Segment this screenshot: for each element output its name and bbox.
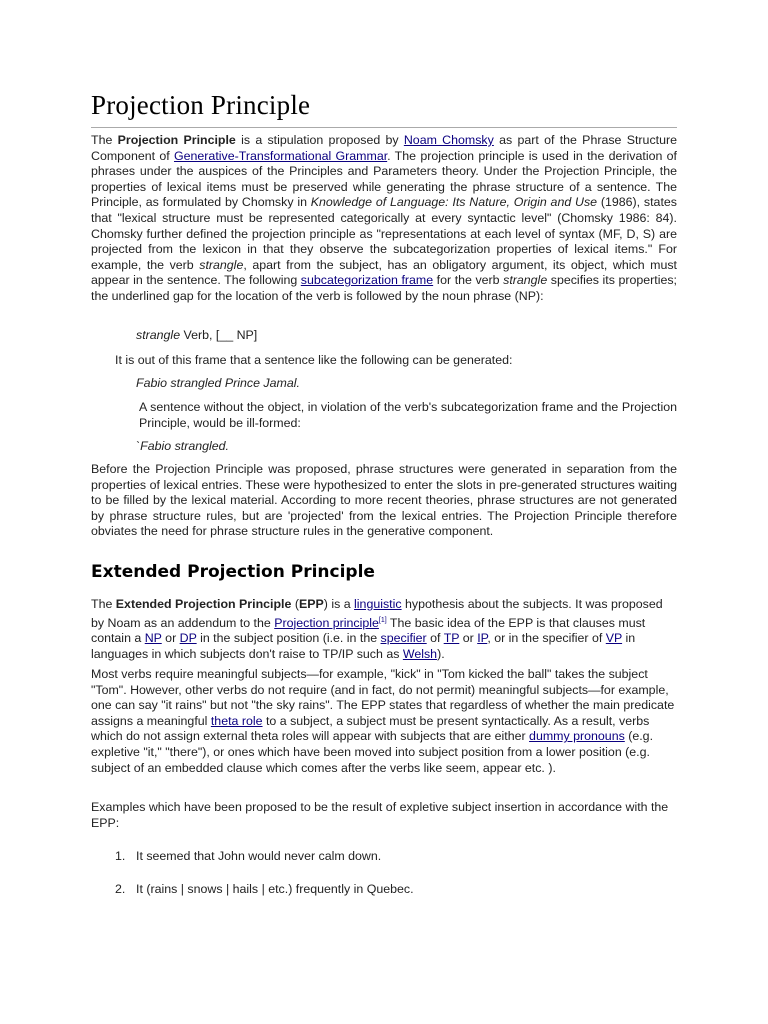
text-run: to a subject, a subject must be present syntactically. As a result, verbs which do not assign external theta roles will appear with subjects that are either	[91, 713, 650, 744]
link-welsh[interactable]: Welsh	[402, 646, 438, 661]
link-theta-role[interactable]: theta role	[210, 713, 263, 728]
text-run: as part of the Phrase Structure Component of	[91, 133, 677, 163]
text-run: , apart from the subject, has an obligatory argument, its object, which must appear in the sentence. The following	[91, 257, 677, 288]
link-generative-transformational-grammar[interactable]: Generative-Transformational Grammar	[173, 148, 388, 163]
link-dummy-pronouns[interactable]: dummy pronouns	[529, 729, 625, 744]
link-dp[interactable]: DP	[179, 631, 197, 646]
text-run: The	[91, 597, 116, 611]
link-linguistic[interactable]: linguistic	[354, 597, 402, 611]
link-np[interactable]: NP	[144, 631, 162, 646]
frame-paragraph: It is out of this frame that a sentence like the following can be generated:	[115, 353, 513, 367]
page-title: Projection Principle	[91, 90, 311, 120]
list-number: 1.	[115, 849, 126, 863]
book-title: Knowledge of Language: Its Nature, Origin and Use	[310, 195, 598, 210]
text-run: for the verb	[433, 273, 504, 288]
term-extended-projection-principle: Extended Projection Principle	[115, 597, 292, 611]
link-projection-principle[interactable]: Projection principle	[274, 615, 379, 630]
example-verb: strangle	[199, 257, 244, 272]
text-run: ).	[437, 646, 445, 661]
text-run: or	[161, 631, 180, 646]
title-divider	[91, 127, 677, 128]
text-run: ) is a	[323, 597, 355, 611]
history-paragraph: Before the Projection Principle was proposed, phrase structures were generated in separation from the properties of lexical entries. These were hypothesized to enter the slots in pre-generated structures waiting to be filled by the lexical material. According to more recent theories, phrase structures are not generated by phrase structure rules, but are 'projected' from the lexical entries. The Projection Principle therefore obviates the need for phrase structure rules in the generative component.	[91, 462, 677, 539]
subjects-paragraph	[91, 667, 677, 776]
list-number: 2.	[115, 882, 126, 896]
text-run: in languages in which subjects don't raise to TP/IP such as	[91, 631, 636, 661]
link-subcategorization-frame[interactable]: subcategorization frame	[300, 273, 434, 288]
list-text: It seemed that John would never calm down.	[136, 849, 382, 863]
list-item	[115, 849, 381, 865]
link-ip[interactable]: IP	[477, 631, 488, 646]
example-verb: strangle	[503, 273, 548, 288]
example-verb: strangle	[136, 328, 181, 342]
text-run: The basic idea of the EPP is that clauses must contain a	[91, 615, 646, 646]
intro-paragraph	[91, 133, 677, 305]
text-run: (e.g. expletive "it," "there"), or ones which have been moved into subject position from a lower position (e.g. subject of an embedded clause which comes after the verbs like seem, appear etc. ).	[91, 729, 654, 775]
section-heading-epp: Extended Projection Principle	[91, 562, 375, 582]
text-run: or	[459, 631, 478, 646]
text-run: of	[426, 631, 444, 646]
link-noam-chomsky[interactable]: Noam Chomsky	[403, 133, 494, 147]
text-run: (	[291, 597, 299, 611]
link-tp[interactable]: TP	[443, 631, 460, 646]
ill-formed-paragraph: A sentence without the object, in violation of the verb's subcategorization frame and the Projection Principle, would be ill-formed:	[139, 400, 677, 430]
text-run: in the subject position (i.e. in the	[196, 631, 381, 646]
link-specifier[interactable]: specifier	[380, 631, 427, 646]
text-run: . The projection principle is used in the derivation of phrases under the auspices of the Principles and Parameters theory. Under the Projection Principle, the properties of lexical items must be preserved while generating the phrase structure of a sentence. The Principle, as formulated by Chomsky in	[91, 148, 677, 210]
list-text: It (rains | snows | hails | etc.) frequently in Quebec.	[136, 882, 414, 896]
list-item	[115, 882, 414, 898]
term-epp: EPP	[298, 597, 324, 611]
ill-formed-example: `Fabio strangled.	[136, 439, 229, 453]
citation-1[interactable]: [1]	[378, 616, 387, 624]
term-projection-principle: Projection Principle	[117, 133, 236, 147]
text-run: The	[91, 133, 118, 147]
link-vp[interactable]: VP	[605, 631, 623, 646]
text-run: is a stipulation proposed by	[235, 133, 404, 147]
text-run: hypothesis about the subjects. It was proposed by Noam as an addendum to the	[91, 597, 663, 630]
examples-intro-paragraph: Examples which have been proposed to be the result of expletive subject insertion in accordance with the EPP:	[91, 800, 669, 830]
text-run: Most verbs require meaningful subjects—for example, "kick" in "Tom kicked the ball" takes the subject "Tom". However, other verbs do not require (and in fact, do not permit) meaningful subjects—for example, one can say "it rains" but not "the sky rains". The EPP states that regardless of whether the main predicate assigns a meaningful	[91, 667, 675, 728]
epp-paragraph	[91, 597, 677, 663]
text-run: Verb, [__ NP]	[180, 328, 258, 342]
example-sentence: Fabio strangled Prince Jamal.	[136, 376, 300, 390]
text-run: (1986), states that "lexical structure must be represented categorically at every syntactic level" (Chomsky 1986: 84). Chomsky further defined the projection principle as "representations at each level of syntax (MF, D, S) are projected from the lexicon in that they observe the subcategorization properties of lexical items." For example, the verb	[91, 195, 677, 272]
example-frame	[136, 328, 676, 344]
text-run: , or in the specifier of	[487, 631, 606, 646]
text-run: specifies its properties; the underlined gap for the location of the verb is followed by the noun phrase (NP):	[91, 273, 677, 303]
